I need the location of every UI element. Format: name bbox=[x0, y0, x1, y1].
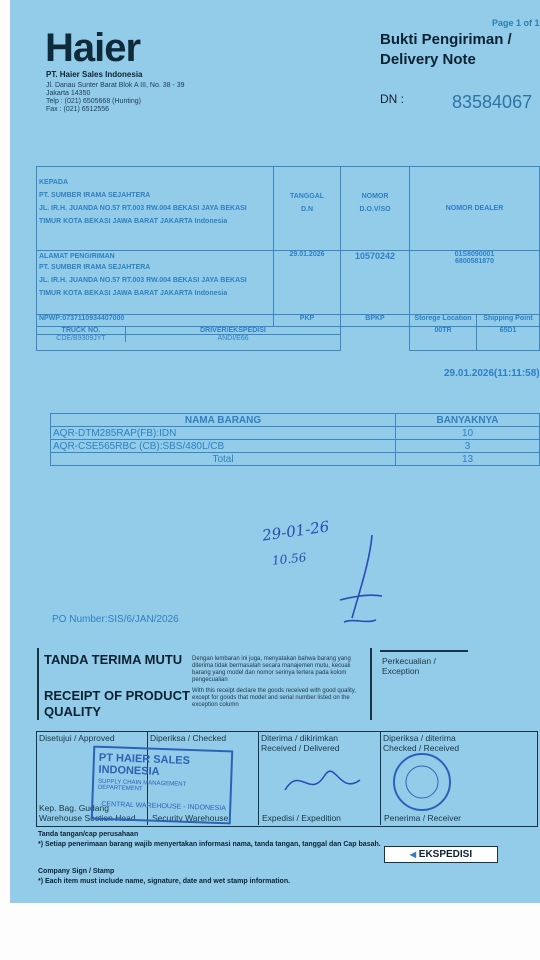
item-qty: 3 bbox=[396, 440, 540, 453]
dn-col-label: D.N bbox=[300, 206, 314, 213]
footer-note-en: *) Each item must include name, signature, date and wet stamp information. bbox=[38, 878, 291, 885]
col-name-header: NAMA BARANG bbox=[51, 414, 396, 427]
receipt-text-id: Dengan lembaran ini juga, menyatakan bahwa barang yang diterima tidak bermasalah secara manajemen mutu, kecuali barang yang model dan nomor serinya tertera pada kolom pengecualian bbox=[192, 656, 351, 683]
items-table bbox=[50, 413, 540, 466]
receipt-text-en: With this receipt declare the goods received with good quality, except for goods that model and serial number listed on the exception column bbox=[192, 688, 356, 708]
do-number: 10570242 bbox=[341, 251, 410, 315]
footer-sign-en: Company Sign / Stamp bbox=[38, 868, 115, 875]
address-line: Telp : (021) 6505668 (Hunting) bbox=[46, 98, 141, 105]
col-qty-header: BANYAKNYA bbox=[396, 414, 540, 427]
storage-label: Storege Location bbox=[410, 315, 477, 327]
alamat-label: ALAMAT PENGIRIMAN bbox=[39, 253, 115, 260]
shipment-table bbox=[36, 166, 540, 351]
company-address bbox=[46, 82, 185, 114]
arrow-right-icon: ◀ bbox=[409, 850, 416, 859]
truck-value: CDE/B9309JYT bbox=[37, 335, 126, 343]
ship-address-1: JL. IR.H. JUANDA NO.57 RT.003 RW.004 BEKASI JAYA BEKASI bbox=[39, 277, 247, 284]
dealer-header: NOMOR DEALER bbox=[410, 167, 540, 251]
checked-label: Diperiksa / Checked bbox=[150, 733, 227, 743]
print-timestamp: 29.01.2026(11:11:58) bbox=[444, 368, 540, 379]
kep-bag-label: Kep. Bag. Gudang bbox=[39, 803, 109, 813]
bpkp-label: BPKP bbox=[341, 315, 410, 327]
divider bbox=[258, 731, 259, 825]
stamp-line-3: CENTRAL WAREHOUSE - INDONESIA bbox=[101, 800, 227, 813]
divider bbox=[380, 731, 381, 825]
truck-driver-cell bbox=[37, 327, 341, 351]
company-name: PT. Haier Sales Indonesia bbox=[46, 70, 143, 79]
dealer-number-2: 6800581870 bbox=[455, 258, 494, 265]
ship-address-2: TIMUR KOTA BEKASI JAWA BARAT JAKARTA Indonesia bbox=[39, 290, 228, 297]
to-address-1: JL. IR.H. JUANDA NO.57 RT.003 RW.004 BEKASI JAYA BEKASI bbox=[39, 205, 247, 212]
stamp-line-1: PT HAIER SALES INDONESIA bbox=[98, 751, 191, 778]
truck-label: TRUCK NO. bbox=[37, 327, 126, 335]
exception-rule bbox=[380, 650, 468, 652]
expedisi-badge bbox=[384, 846, 498, 863]
receipt-box-right bbox=[370, 648, 373, 720]
warehouse-head-label: Warehouse Section Head bbox=[39, 813, 136, 823]
dn-label: DN : bbox=[380, 92, 404, 106]
kepada-cell bbox=[37, 167, 274, 251]
shipping-value: 65D1 bbox=[477, 327, 540, 351]
handwritten-date: 29-01-26 bbox=[261, 517, 331, 545]
handwritten-signature bbox=[330, 530, 390, 630]
expedition-label: Expedisi / Expedition bbox=[262, 813, 341, 823]
footer-note-id: *) Setiap penerimaan barang wajib menyertakan informasi nama, tanda tangan, tanggal dan Cap basah. bbox=[38, 841, 381, 848]
approved-label: Disetujui / Approved bbox=[39, 733, 115, 743]
po-number: PO Number:SIS/6/JAN/2026 bbox=[52, 614, 179, 625]
to-address-2: TIMUR KOTA BEKASI JAWA BARAT JAKARTA Indonesia bbox=[39, 218, 228, 225]
nomor-header bbox=[341, 167, 410, 251]
ship-name: PT. SUMBER IRAMA SEJAHTERA bbox=[39, 264, 151, 271]
receipt-title-id: TANDA TERIMA MUTU bbox=[44, 652, 183, 667]
date-value: 29.01.2026 bbox=[274, 251, 341, 315]
haier-logo: Haier bbox=[45, 26, 141, 70]
received-delivered-label: Diterima / dikirimkan Received / Delivered bbox=[261, 733, 340, 753]
address-line: Fax : (021) 6512556 bbox=[46, 106, 110, 113]
stamp-line-2: SUPPLY CHAIN MANAGEMENT DEPARTEMENT bbox=[97, 778, 187, 793]
table-row bbox=[51, 440, 540, 453]
address-line: Jakarta 14350 bbox=[46, 90, 91, 97]
storage-value: 00TR bbox=[410, 327, 477, 351]
pkp-label: PKP bbox=[274, 315, 341, 327]
receipt-title-en-1: RECEIPT OF PRODUCT bbox=[44, 688, 190, 703]
tanggal-label: TANGGAL bbox=[289, 193, 325, 200]
receiver-label: Penerima / Receiver bbox=[384, 813, 462, 823]
tanggal-header bbox=[274, 167, 341, 251]
truck-driver-table bbox=[37, 327, 340, 342]
to-name: PT. SUMBER IRAMA SEJAHTERA bbox=[39, 192, 151, 199]
nomor-label: NOMOR bbox=[361, 193, 389, 200]
do-label: D.O.V/SO bbox=[359, 206, 391, 213]
address-line: Jl. Danau Sunter Barat Blok A III, No. 38 - 39 bbox=[46, 82, 185, 89]
title-line-1: Bukti Pengiriman / bbox=[380, 31, 512, 48]
table-row bbox=[51, 427, 540, 440]
dn-number: 83584067 bbox=[452, 92, 533, 112]
dealer-values bbox=[410, 251, 540, 315]
driver-label: DRIVER/EKSPEDISI bbox=[126, 327, 341, 335]
receiver-company-stamp bbox=[384, 748, 464, 818]
expedition-signature bbox=[280, 760, 370, 810]
kepada-label: KEPADA bbox=[39, 179, 69, 186]
receipt-title-en-2: QUALITY bbox=[44, 704, 102, 719]
document-title bbox=[380, 30, 512, 70]
npwp: NPWP:0737110934407000 bbox=[37, 315, 274, 327]
item-name: AQR-DTM285RAP(FB):IDN bbox=[51, 427, 396, 440]
driver-value: ANDI/E66 bbox=[126, 335, 341, 343]
total-label: Total bbox=[51, 453, 396, 466]
checked-received-label: Diperiksa / diterima Checked / Received bbox=[383, 733, 460, 753]
footer-sign-id: Tanda tangan/cap perusahaan bbox=[38, 831, 139, 838]
shipping-label: Shipping Point bbox=[477, 315, 540, 327]
security-label: Security Warehouse bbox=[152, 813, 229, 823]
dealer-number-1: 01S8090001 bbox=[454, 251, 495, 258]
exception-label: Perkecualian / Exception bbox=[382, 656, 436, 676]
handwritten-time: 10.56 bbox=[271, 550, 307, 568]
item-name: AQR-CSE565RBC (CB):SBS/480L/CB bbox=[51, 440, 396, 453]
alamat-cell bbox=[37, 251, 274, 315]
empty-cell bbox=[341, 327, 410, 351]
expedisi-badge-label: EKSPEDISI bbox=[418, 849, 473, 860]
item-qty: 10 bbox=[396, 427, 540, 440]
title-line-2: Delivery Note bbox=[380, 51, 476, 68]
haier-warehouse-stamp bbox=[91, 746, 233, 825]
total-value: 13 bbox=[396, 453, 540, 466]
page-indicator: Page 1 of 1 bbox=[492, 18, 540, 28]
